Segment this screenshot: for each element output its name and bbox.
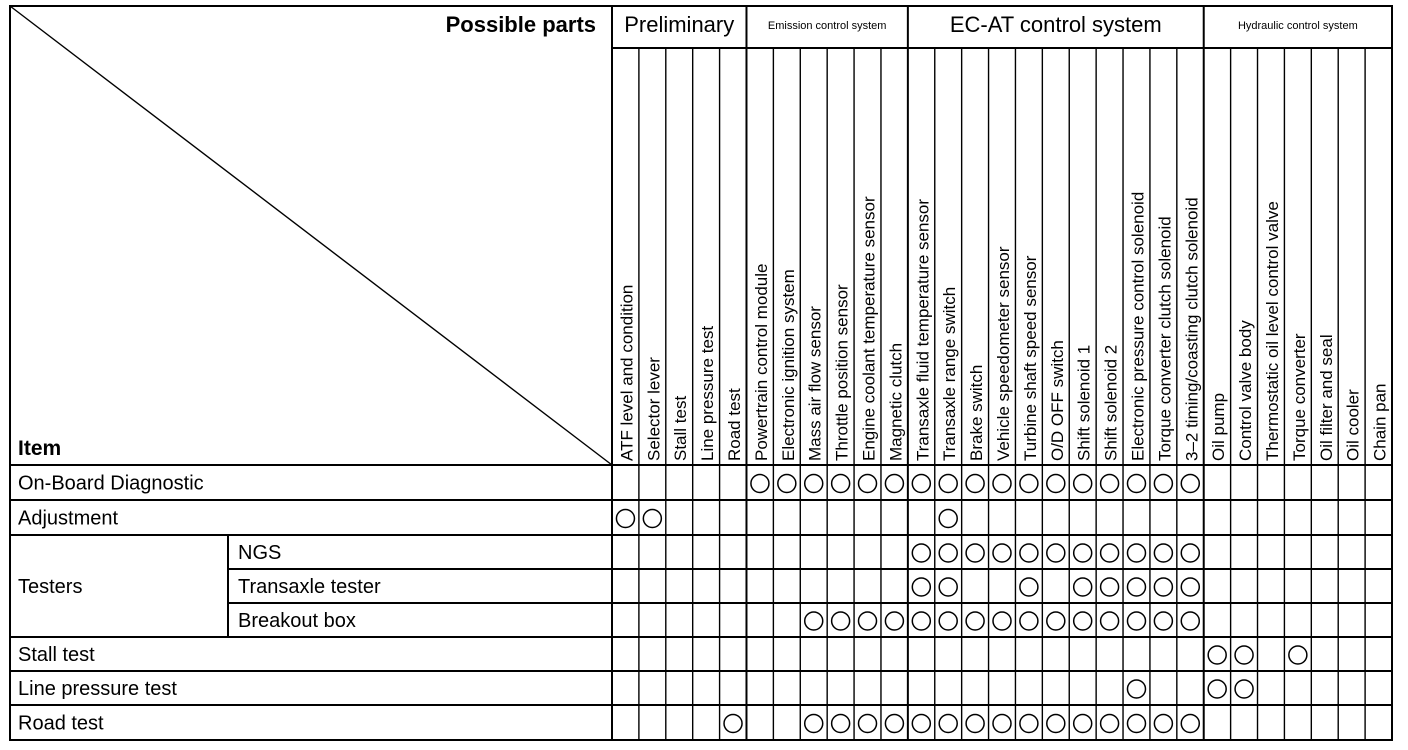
applicable-mark — [778, 475, 796, 493]
group-header: EC-AT control system — [949, 12, 1162, 37]
column-label: Transaxle fluid temperature sensor — [913, 198, 933, 461]
applicable-mark — [993, 612, 1011, 630]
applicable-mark — [1074, 544, 1092, 562]
applicable-mark — [1181, 475, 1199, 493]
applicable-mark — [912, 544, 930, 562]
applicable-mark — [1020, 475, 1038, 493]
applicable-mark — [966, 475, 984, 493]
table-content — [18, 12, 1390, 735]
column-label: Engine coolant temperature sensor — [859, 196, 879, 461]
column-label: Brake switch — [967, 364, 987, 461]
header-diagonal — [10, 6, 612, 465]
applicable-mark — [1208, 680, 1226, 698]
row-label: Line pressure test — [18, 678, 177, 700]
applicable-mark — [885, 715, 903, 733]
applicable-mark — [1020, 578, 1038, 596]
applicable-mark — [1127, 612, 1145, 630]
applicable-mark — [939, 612, 957, 630]
applicable-mark — [885, 475, 903, 493]
applicable-mark — [1074, 715, 1092, 733]
applicable-mark — [939, 544, 957, 562]
column-label: Shift solenoid 1 — [1074, 344, 1094, 461]
applicable-mark — [939, 578, 957, 596]
table-labels — [18, 12, 596, 460]
applicable-mark — [1101, 544, 1119, 562]
applicable-mark — [912, 612, 930, 630]
applicable-mark — [1047, 715, 1065, 733]
applicable-mark — [1101, 715, 1119, 733]
column-label: Shift solenoid 2 — [1101, 344, 1121, 461]
column-label: Electronic pressure control solenoid — [1128, 191, 1148, 461]
applicable-mark — [912, 475, 930, 493]
applicable-mark — [1074, 475, 1092, 493]
row-label: On-Board Diagnostic — [18, 472, 204, 495]
applicable-mark — [912, 578, 930, 596]
row-label: Breakout box — [238, 610, 356, 632]
applicable-mark — [1235, 680, 1253, 698]
applicable-mark — [1074, 578, 1092, 596]
applicable-mark — [643, 510, 661, 528]
applicable-mark — [1020, 544, 1038, 562]
group-header: Hydraulic control system — [1237, 20, 1358, 32]
column-label: Mass air flow sensor — [805, 306, 825, 461]
column-label: Oil filter and seal — [1316, 334, 1336, 461]
applicable-mark — [832, 715, 850, 733]
applicable-mark — [1181, 715, 1199, 733]
applicable-mark — [1127, 544, 1145, 562]
column-label: ATF level and condition — [617, 284, 637, 461]
row-label: Road test — [18, 712, 104, 735]
column-label: Transaxle range switch — [940, 286, 960, 461]
column-label: Torque converter — [1289, 333, 1309, 461]
applicable-mark — [1181, 544, 1199, 562]
applicable-mark — [966, 612, 984, 630]
applicable-mark — [805, 612, 823, 630]
applicable-mark — [1154, 612, 1172, 630]
group-header: Preliminary — [624, 12, 735, 37]
column-label: 3–2 timing/coasting clutch solenoid — [1182, 197, 1202, 461]
applicable-mark — [832, 612, 850, 630]
applicable-mark — [1127, 475, 1145, 493]
applicable-mark — [805, 475, 823, 493]
applicable-mark — [939, 475, 957, 493]
applicable-mark — [1181, 578, 1199, 596]
applicable-mark — [1127, 578, 1145, 596]
row-label: Adjustment — [18, 507, 119, 530]
column-label: Stall test — [671, 395, 691, 461]
applicable-mark — [805, 715, 823, 733]
applicable-mark — [1154, 715, 1172, 733]
applicable-mark — [1154, 578, 1172, 596]
applicable-mark — [1074, 612, 1092, 630]
column-label: Throttle position sensor — [832, 284, 852, 461]
applicable-mark — [859, 475, 877, 493]
applicable-mark — [832, 475, 850, 493]
applicable-mark — [993, 715, 1011, 733]
item-label: Item — [18, 437, 62, 460]
applicable-mark — [859, 612, 877, 630]
applicable-mark — [1235, 646, 1253, 664]
column-label: O/D OFF switch — [1047, 340, 1067, 461]
group-header: Emission control system — [767, 20, 887, 32]
applicable-mark — [859, 715, 877, 733]
applicable-mark — [616, 510, 634, 528]
applicable-mark — [1047, 475, 1065, 493]
column-label: Turbine shaft speed sensor — [1020, 255, 1040, 461]
row-group-label: Testers — [18, 576, 83, 598]
applicable-mark — [1127, 680, 1145, 698]
applicable-mark — [1127, 715, 1145, 733]
applicable-mark — [1047, 612, 1065, 630]
applicable-mark — [939, 715, 957, 733]
column-label: Chain pan — [1370, 383, 1390, 461]
column-label: Oil cooler — [1343, 389, 1363, 461]
row-label: NGS — [238, 542, 282, 564]
applicable-mark — [993, 544, 1011, 562]
applicable-mark — [1154, 544, 1172, 562]
column-label: Oil pump — [1209, 392, 1229, 461]
applicable-mark — [1289, 646, 1307, 664]
column-label: Magnetic clutch — [886, 342, 906, 461]
applicable-mark — [1047, 544, 1065, 562]
row-label: Stall test — [18, 644, 95, 666]
applicable-mark — [751, 475, 769, 493]
applicable-mark — [993, 475, 1011, 493]
applicable-mark — [724, 715, 742, 733]
applicable-mark — [1101, 475, 1119, 493]
applicable-mark — [1020, 612, 1038, 630]
possible-parts-label: Possible parts — [445, 12, 596, 37]
applicable-mark — [912, 715, 930, 733]
applicable-mark — [885, 612, 903, 630]
applicable-mark — [966, 544, 984, 562]
column-label: Powertrain control module — [751, 263, 771, 461]
applicable-mark — [966, 715, 984, 733]
column-label: Line pressure test — [698, 325, 718, 461]
column-label: Electronic ignition system — [778, 269, 798, 461]
column-label: Vehicle speedometer sensor — [994, 246, 1013, 461]
applicable-mark — [1181, 612, 1199, 630]
applicable-mark — [1154, 475, 1172, 493]
applicable-mark — [939, 510, 957, 528]
row-label: Transaxle tester — [238, 576, 381, 598]
applicable-mark — [1208, 646, 1226, 664]
column-label: Thermostatic oil level control valve — [1262, 201, 1282, 461]
column-label: Selector lever — [644, 357, 664, 461]
column-label: Torque converter clutch solenoid — [1155, 216, 1175, 461]
column-label: Road test — [725, 388, 745, 461]
applicable-mark — [1101, 578, 1119, 596]
applicable-mark — [1020, 715, 1038, 733]
applicable-mark — [1101, 612, 1119, 630]
column-label: Control valve body — [1236, 320, 1256, 461]
